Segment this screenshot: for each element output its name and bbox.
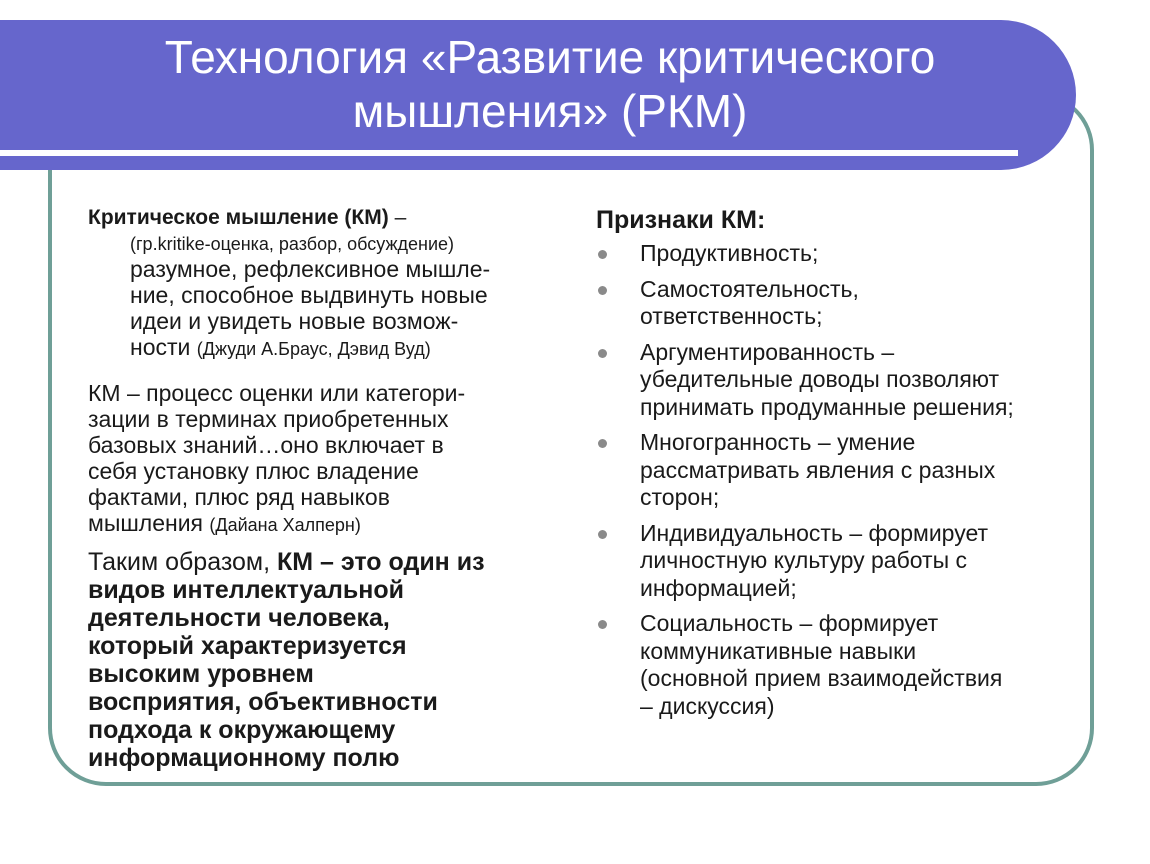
- sign-item-line: ответственность;: [640, 303, 823, 329]
- etymology-text: (гр.kritike-оценка, разбор, обсуждение): [130, 234, 454, 254]
- definition-line-end: ности: [130, 334, 191, 360]
- sign-item: [596, 276, 1086, 331]
- km-definition-body: [88, 232, 568, 362]
- sign-item-line: сторон;: [640, 484, 720, 510]
- sign-item-line: информацией;: [640, 574, 797, 601]
- conclusion-line: [88, 632, 568, 660]
- conclusion-emphasis: который характеризуется: [88, 632, 407, 660]
- conclusion-emphasis: КМ – это один из: [277, 548, 485, 576]
- conclusion-line: [88, 716, 568, 744]
- bullet-icon: [598, 349, 607, 358]
- process-line: базовых знаний…оно включает в: [88, 432, 444, 458]
- sign-item-line: убедительные доводы позволяют: [640, 366, 1000, 392]
- sign-item-line: Многогранность – умение: [640, 429, 916, 455]
- process-line: КМ – процесс оценки или категори-: [88, 380, 466, 406]
- sign-item-line: Индивидуальность – формирует: [640, 519, 989, 546]
- process-line-end: мышления: [88, 510, 204, 536]
- sign-item-line: личностную культуру работы с: [640, 547, 967, 573]
- conclusion-emphasis: восприятия, объективности: [88, 688, 438, 716]
- sign-item: [596, 520, 1086, 603]
- conclusion-emphasis: видов интеллектуальной: [88, 576, 404, 604]
- sign-item-line: Социальность – формирует: [640, 610, 939, 636]
- definition-line: разумное, рефлексивное мышле-: [130, 256, 491, 282]
- bullet-icon: [598, 286, 607, 295]
- title-underline: [0, 150, 1018, 156]
- conclusion-emphasis: высоким уровнем: [88, 660, 314, 688]
- process-line: фактами, плюс ряд навыков: [88, 484, 390, 510]
- left-column: [88, 204, 568, 772]
- sign-item-line: Самостоятельность,: [640, 275, 859, 302]
- definition-text: [130, 256, 568, 362]
- conclusion-line: [88, 576, 568, 604]
- sign-item-line: Аргументированность –: [640, 338, 895, 365]
- sign-item: [596, 429, 1086, 512]
- definition-source: (Джуди А.Браус, Дэвид Вуд): [196, 339, 431, 359]
- process-line: себя установку плюс владение: [88, 458, 419, 484]
- sign-item: [596, 240, 1086, 268]
- sign-item-line: коммуникативные навыки: [640, 637, 917, 664]
- slide-title-line-1: Технология «Развитие критического: [164, 31, 936, 83]
- definition-line: [130, 334, 568, 362]
- conclusion-prefix: Таким образом,: [88, 548, 271, 576]
- sign-item-line: Продуктивность;: [640, 240, 819, 266]
- conclusion-emphasis: подхода к окружающему: [88, 716, 396, 744]
- slide-title: [0, 30, 1100, 138]
- right-column: [596, 204, 1086, 728]
- conclusion-line: [88, 548, 568, 576]
- definition-line: идеи и увидеть новые возмож-: [130, 308, 459, 334]
- bullet-icon: [598, 530, 607, 539]
- conclusion-line: [88, 744, 568, 772]
- conclusion-line: [88, 660, 568, 688]
- conclusion-line: [88, 604, 568, 632]
- conclusion-emphasis: информационному полю: [88, 744, 400, 772]
- bullet-icon: [598, 620, 607, 629]
- signs-list: [596, 240, 1086, 720]
- sign-item: [596, 610, 1086, 720]
- sign-item: [596, 339, 1086, 422]
- sign-item-line: принимать продуманные решения;: [640, 393, 1014, 420]
- km-heading-text: Критическое мышление (КМ): [88, 206, 389, 229]
- bullet-icon: [598, 250, 607, 259]
- conclusion-paragraph: [88, 548, 568, 772]
- conclusion-line: [88, 688, 568, 716]
- slide-title-line-2: мышления» (РКМ): [352, 85, 748, 137]
- km-definition-heading: [88, 204, 568, 232]
- km-heading-dash: –: [394, 206, 407, 229]
- process-line: зации в терминах приобретенных: [88, 406, 449, 432]
- sign-item-line: рассматривать явления с разных: [640, 456, 996, 483]
- definition-line: ние, способное выдвинуть новые: [130, 282, 488, 308]
- signs-heading: Признаки КМ:: [596, 206, 766, 234]
- process-source: (Дайана Халперн): [209, 515, 361, 535]
- conclusion-emphasis: деятельности человека,: [88, 604, 390, 632]
- bullet-icon: [598, 439, 607, 448]
- process-line: [88, 510, 568, 538]
- sign-item-line: (основной прием взаимодействия: [640, 665, 1003, 691]
- sign-item-line: – дискуссия): [640, 692, 775, 719]
- process-paragraph: [88, 380, 568, 538]
